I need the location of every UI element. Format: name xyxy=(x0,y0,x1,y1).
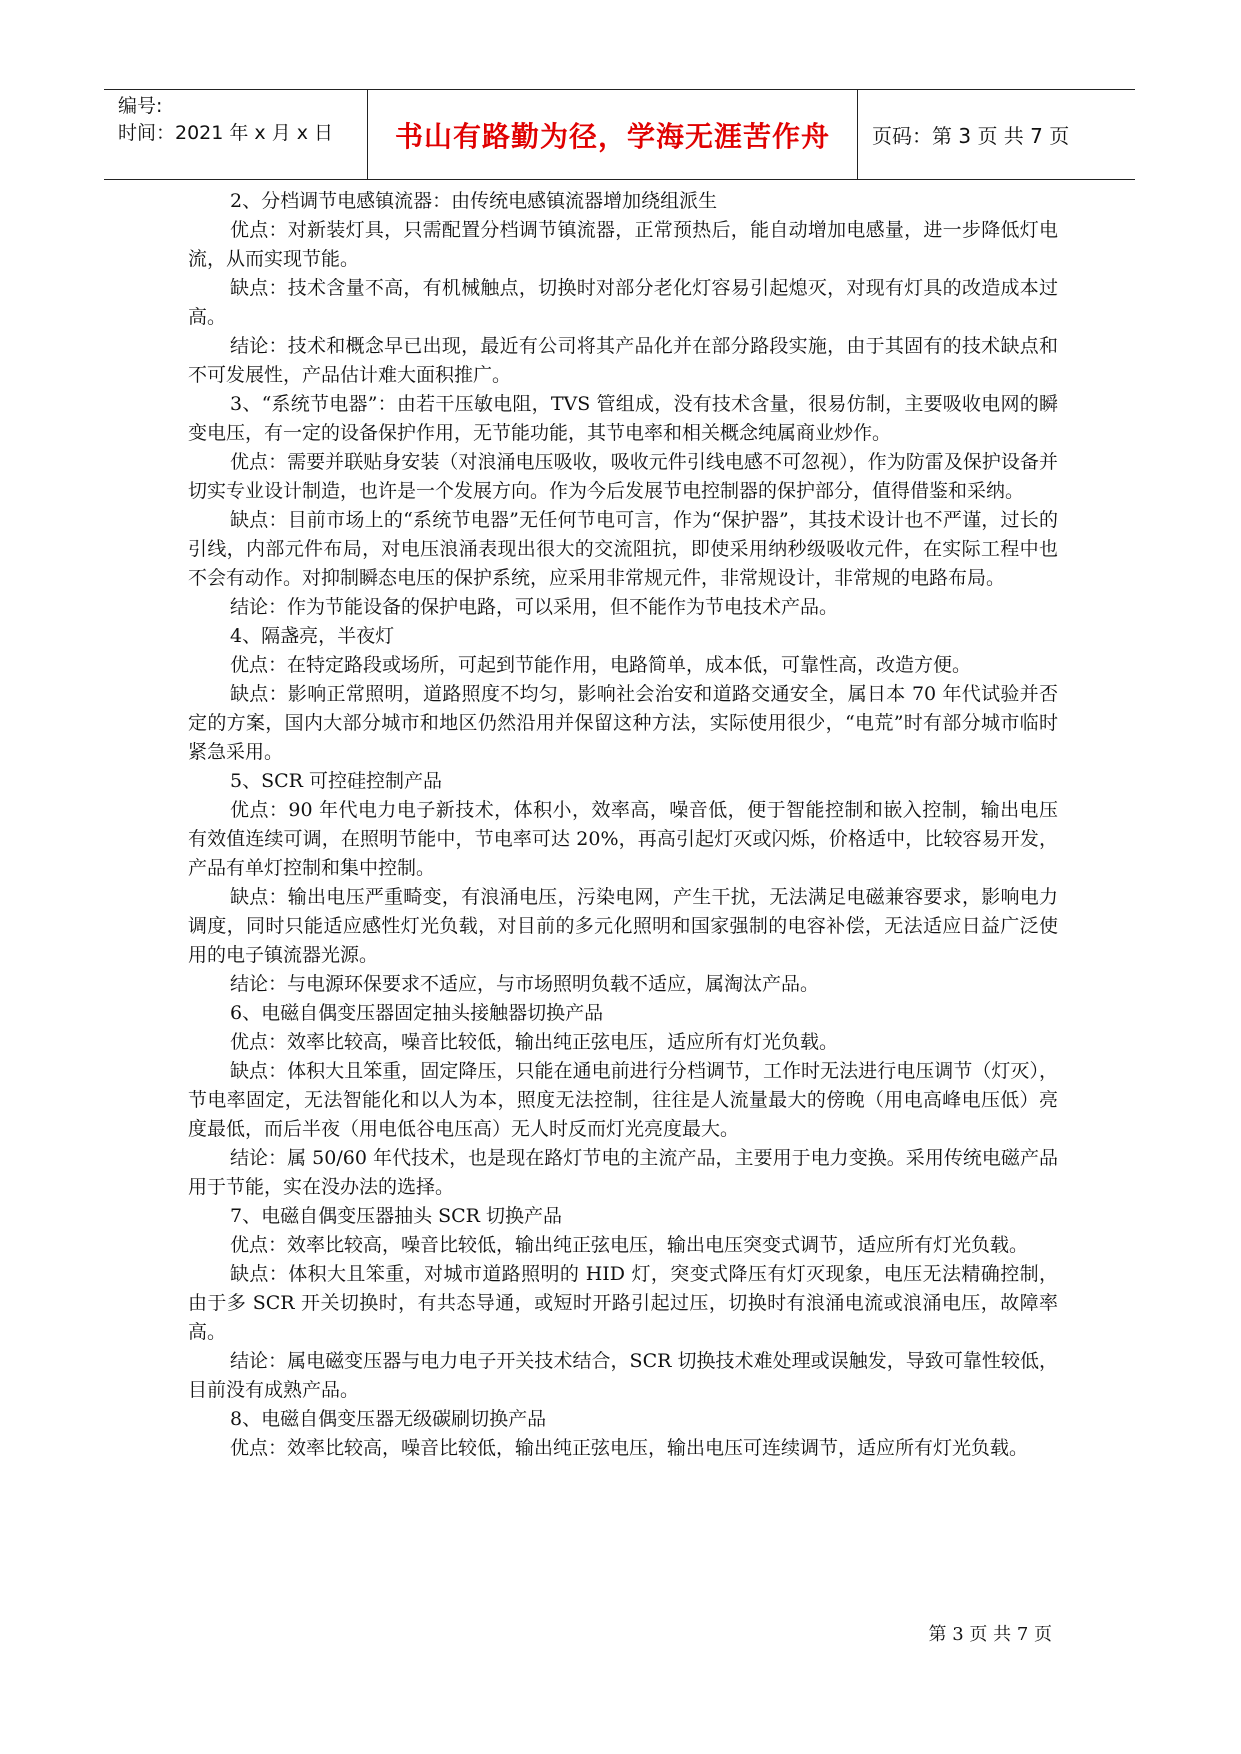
paragraph: 优点：效率比较高，噪音比较低，输出纯正弦电压，输出电压可连续调节，适应所有灯光负载。 xyxy=(230,1437,1029,1459)
paragraph: 6、电磁自偶变压器固定抽头接触器切换产品 xyxy=(230,1002,604,1024)
paragraph: 7、电磁自偶变压器抽头 SCR 切换产品 xyxy=(230,1205,563,1227)
paragraph: 优点：需要并联贴身安装（对浪涌电压吸收，吸收元件引线电感不可忽视），作为防雷及保护设备并切实专业设计制造，也许是一个发展方向。作为今后发展节电控制器的保护部分，值得借鉴和采纳。 xyxy=(188,451,1058,502)
paragraph: 优点：效率比较高，噪音比较低，输出纯正弦电压，适应所有灯光负载。 xyxy=(230,1031,839,1053)
serial-label: 编号: xyxy=(118,95,163,117)
header-page-label: 页码：第 3 页 共 7 页 xyxy=(872,124,1070,148)
time-label: 时间：2021 年 x 月 x 日 xyxy=(118,122,334,144)
paragraph: 缺点：技术含量不高，有机械触点，切换时对部分老化灯容易引起熄灭，对现有灯具的改造成本过高。 xyxy=(188,277,1058,328)
paragraph: 结论：属 50/60 年代技术，也是现在路灯节电的主流产品，主要用于电力变换。采用传统电磁产品用于节能，实在没办法的选择。 xyxy=(188,1147,1058,1198)
paragraph: 缺点：体积大且笨重，固定降压，只能在通电前进行分档调节，工作时无法进行电压调节（灯灭），节电率固定，无法智能化和以人为本，照度无法控制，往往是人流量最大的傍晚（用电高峰电压低）亮度最低，而后半夜（用电低谷电压高）无人时反而灯光亮度最大。 xyxy=(188,1060,1058,1140)
paragraph: 缺点：影响正常照明，道路照度不均匀，影响社会治安和道路交通安全，属日本 70 年代试验并否定的方案，国内大部分城市和地区仍然沿用并保留这种方法，实际使用很少，“电荒”时有部分城市临时紧急采用。 xyxy=(188,683,1058,763)
paragraph: 缺点：体积大且笨重，对城市道路照明的 HID 灯，突变式降压有灯灭现象，电压无法精确控制，由于多 SCR 开关切换时，有共态导通，或短时开路引起过压，切换时有浪涌电流或浪涌电压，故障率高。 xyxy=(188,1263,1058,1343)
header-info xyxy=(104,90,368,179)
page-footer: 第 3 页 共 7 页 xyxy=(928,1624,1052,1645)
paragraph: 结论：属电磁变压器与电力电子开关技术结合，SCR 切换技术难处理或误触发，导致可靠性较低，目前没有成熟产品。 xyxy=(188,1350,1058,1401)
header-motto: 书山有路勤为径，学海无涯苦作舟 xyxy=(368,90,858,179)
paragraph: 4、隔盏亮，半夜灯 xyxy=(230,625,395,647)
paragraph: 5、SCR 可控硅控制产品 xyxy=(230,770,442,792)
paragraph: 结论：技术和概念早已出现，最近有公司将其产品化并在部分路段实施，由于其固有的技术缺点和不可发展性，产品估计难大面积推广。 xyxy=(188,335,1058,386)
paragraph: 2、分档调节电感镇流器：由传统电感镇流器增加绕组派生 xyxy=(230,190,718,212)
paragraph: 优点：效率比较高，噪音比较低，输出纯正弦电压，输出电压突变式调节，适应所有灯光负载。 xyxy=(230,1234,1029,1256)
paragraph: 优点：在特定路段或场所，可起到节能作用，电路简单，成本低，可靠性高，改造方便。 xyxy=(230,654,972,676)
paragraph: 3、“系统节电器”：由若干压敏电阻，TVS 管组成，没有技术含量，很易仿制，主要吸收电网的瞬变电压，有一定的设备保护作用，无节能功能，其节电率和相关概念纯属商业炒作。 xyxy=(188,393,1058,444)
paragraph: 缺点：目前市场上的“系统节电器”无任何节电可言，作为“保护器”，其技术设计也不严谨，过长的引线，内部元件布局，对电压浪涌表现出很大的交流阻抗，即使采用纳秒级吸收元件，在实际工程中也不会有动作。对抑制瞬态电压的保护系统，应采用非常规元件，非常规设计，非常规的电路布局。 xyxy=(188,509,1058,589)
paragraph: 缺点：输出电压严重畸变，有浪涌电压，污染电网，产生干扰，无法满足电磁兼容要求，影响电力调度，同时只能适应感性灯光负载，对目前的多元化照明和国家强制的电容补偿，无法适应日益广泛使用的电子镇流器光源。 xyxy=(188,886,1058,966)
paragraph: 8、电磁自偶变压器无级碳刷切换产品 xyxy=(230,1408,547,1430)
document-body xyxy=(188,187,1058,1463)
paragraph: 结论：与电源环保要求不适应，与市场照明负载不适应，属淘汰产品。 xyxy=(230,973,820,995)
page-header xyxy=(104,89,1135,180)
paragraph: 优点：对新装灯具，只需配置分档调节镇流器，正常预热后，能自动增加电感量，进一步降低灯电流，从而实现节能。 xyxy=(188,219,1058,270)
paragraph: 结论：作为节能设备的保护电路，可以采用，但不能作为节电技术产品。 xyxy=(230,596,839,618)
paragraph: 优点：90 年代电力电子新技术，体积小，效率高，噪音低，便于智能控制和嵌入控制，输出电压有效值连续可调，在照明节能中，节电率可达 20%，再高引起灯灭或闪烁，价格适中，比较容易开发，产品有单灯控制和集中控制。 xyxy=(188,799,1058,879)
